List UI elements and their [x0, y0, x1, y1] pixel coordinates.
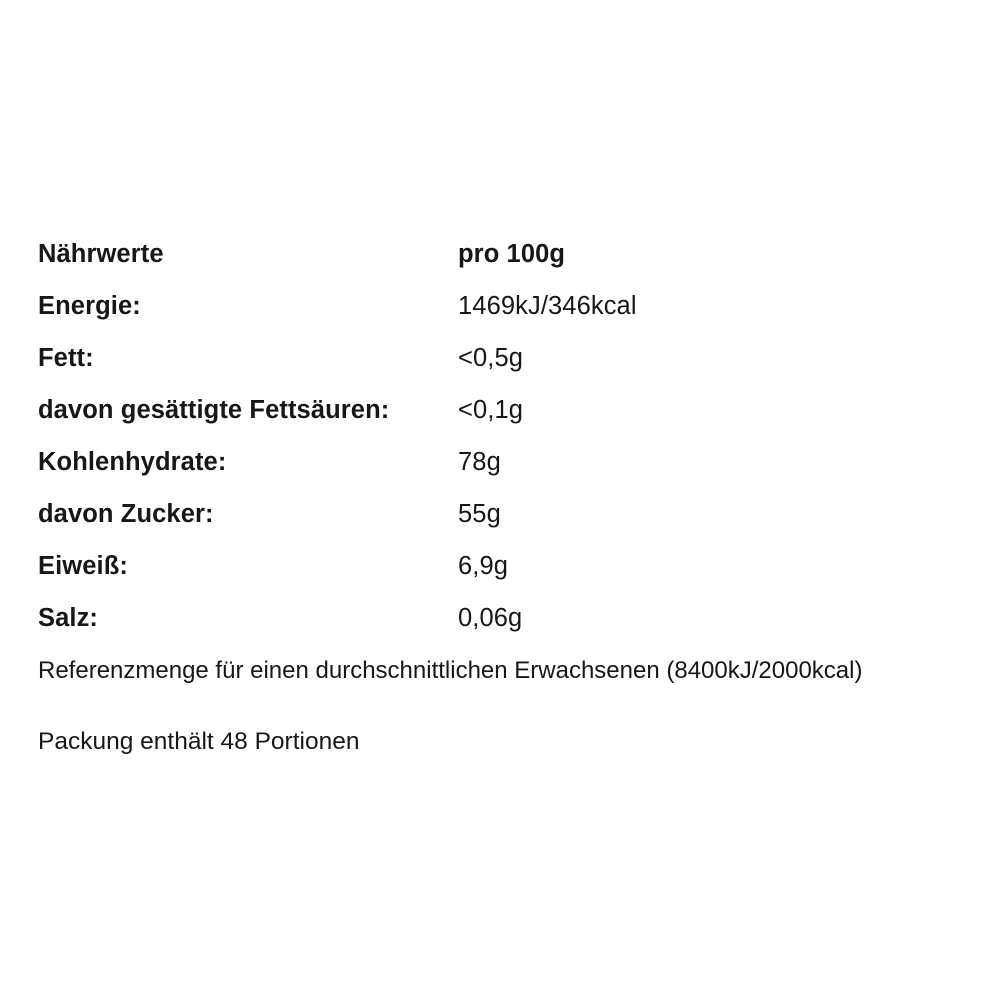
nutrient-value-salz: 0,06g — [458, 603, 523, 632]
nutrient-label-zucker: davon Zucker: — [38, 499, 214, 528]
nutrient-value-zucker: 55g — [458, 499, 501, 528]
table-row — [38, 592, 978, 644]
nutrition-header-label: Nährwerte — [38, 239, 164, 268]
table-row — [38, 436, 978, 488]
nutrient-value-kohlenhydrate: 78g — [458, 447, 501, 476]
nutrient-value-gesaettigte-fettsaeuren: <0,1g — [458, 395, 524, 424]
portions-note: Packung enthält 48 Portionen — [38, 728, 360, 755]
table-row — [38, 540, 978, 592]
nutrition-table-header-row — [38, 228, 978, 280]
table-row — [38, 384, 978, 436]
reference-intake-note: Referenzmenge für einen durchschnittlichen Erwachsenen (8400kJ/2000kcal) — [38, 657, 863, 684]
nutrient-label-gesaettigte-fettsaeuren: davon gesättigte Fettsäuren: — [38, 395, 390, 424]
nutrient-label-salz: Salz: — [38, 603, 99, 632]
nutrient-label-fett: Fett: — [38, 343, 94, 372]
nutrient-label-eiweiss: Eiweiß: — [38, 551, 128, 580]
nutrient-value-fett: <0,5g — [458, 343, 524, 372]
nutrient-value-eiweiss: 6,9g — [458, 551, 509, 580]
nutrition-panel — [38, 228, 978, 756]
table-row — [38, 332, 978, 384]
table-row — [38, 280, 978, 332]
nutrient-label-kohlenhydrate: Kohlenhydrate: — [38, 447, 227, 476]
nutrition-table-body — [38, 228, 978, 644]
nutrient-value-energie: 1469kJ/346kcal — [458, 291, 637, 320]
nutrient-label-energie: Energie: — [38, 291, 141, 320]
nutrition-table — [38, 228, 978, 644]
table-row — [38, 488, 978, 540]
nutrition-header-value: pro 100g — [458, 239, 566, 268]
